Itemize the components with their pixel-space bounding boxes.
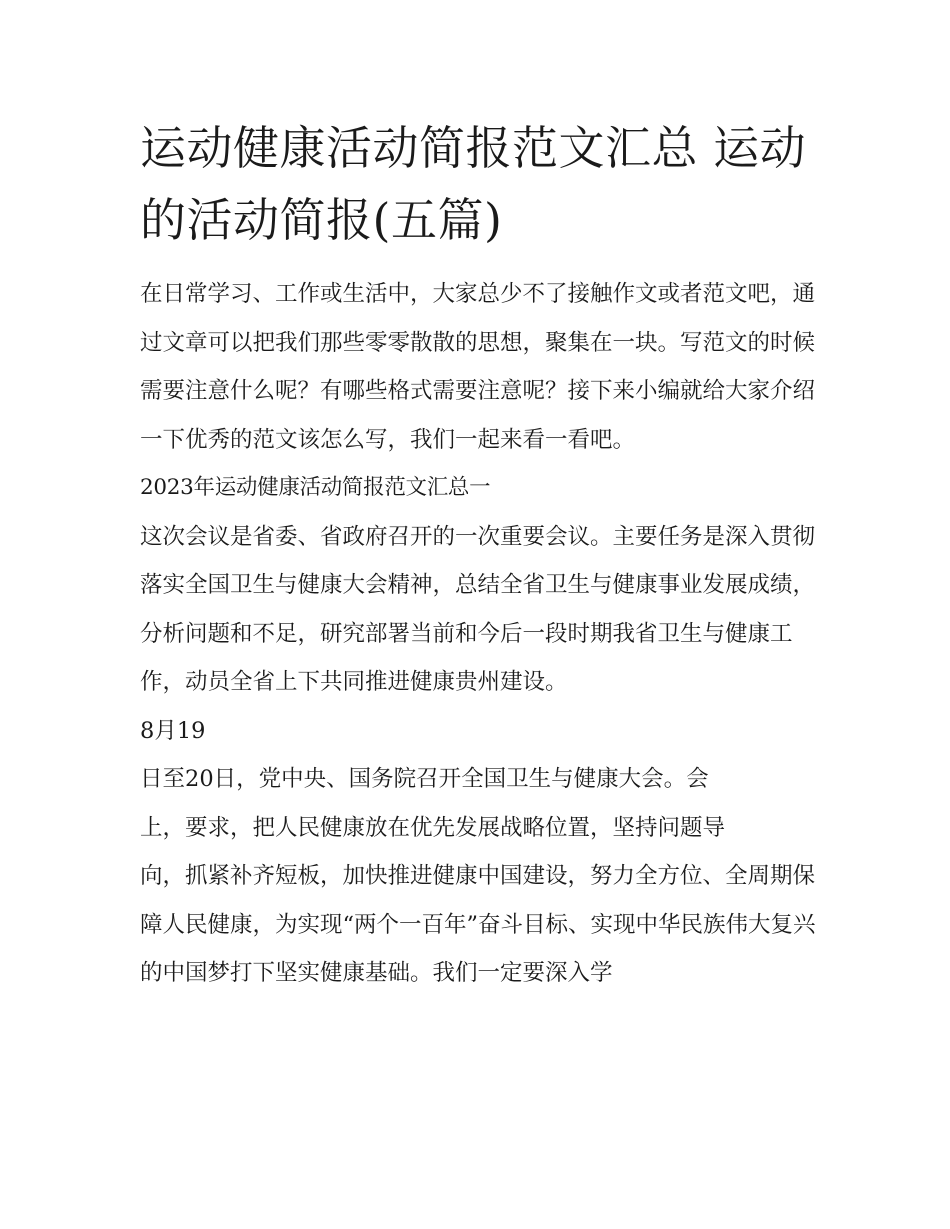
section-heading: 2023年运动健康活动简报范文汇总一 [140,475,491,500]
intro-paragraph: 在日常学习、工作或生活中，大家总少不了接触作文或者范文吧，通过文章可以把我们那些零零散散的思想，聚集在一块。写范文的时候需要注意什么呢？有哪些格式需要注意呢？接下来小编就给大家介绍一下优秀的范文该怎么写，我们一起来看一看吧。 [140,281,816,453]
document-body [140,112,820,998]
body-paragraph: 向，抓紧补齐短板，加快推进健康中国建设，努力全方位、全周期保障人民健康，为实现“两个一百年”奋斗目标、实现中华民族伟大复兴的中国梦打下坚实健康基础。我们一定要深入学 [140,863,816,986]
body-line: 上，要求，把人民健康放在优先发展战略位置，坚持问题导 [140,814,726,841]
document-title: 运动健康活动简报范文汇总 运动的活动简报(五篇) [140,121,807,247]
body-paragraph: 这次会议是省委、省政府召开的一次重要会议。主要任务是深入贯彻落实全国卫生与健康大会精神，总结全省卫生与健康事业发展成绩，分析问题和不足，研究部署当前和今后一段时期我省卫生与健康工作，动员全省上下共同推进健康贵州建设。 [140,523,816,695]
body-line: 日至20日，党中央、国务院召开全国卫生与健康大会。会 [140,766,709,792]
date-line: 8月19 [140,717,206,744]
